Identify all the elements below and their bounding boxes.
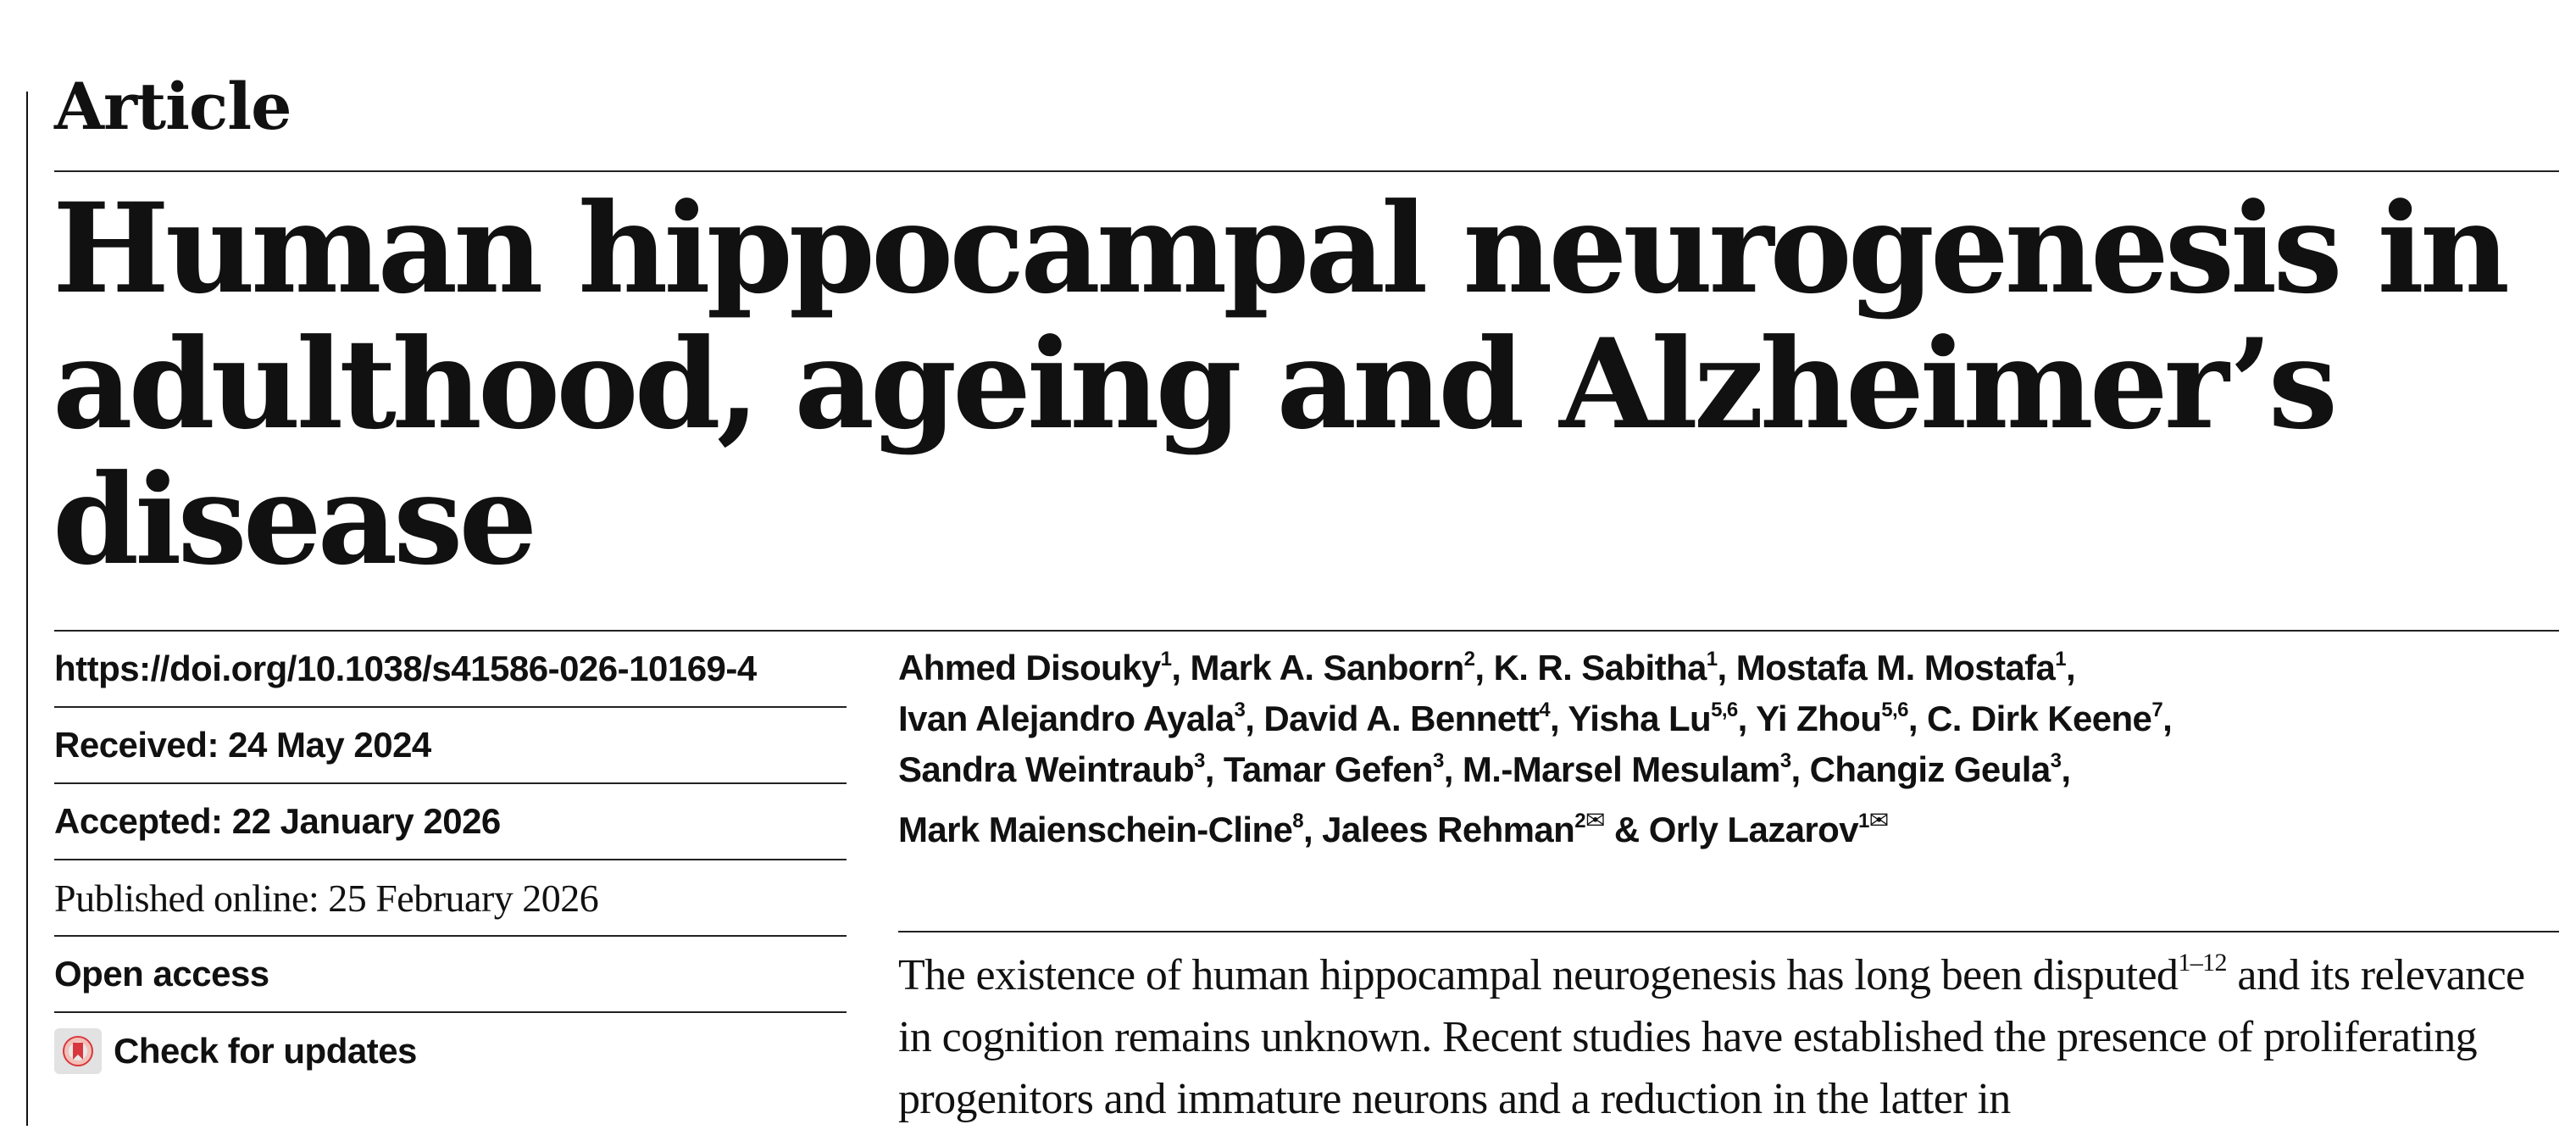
- author-name[interactable]: C. Dirk Keene: [1927, 699, 2152, 738]
- author-affiliation: 5,6: [1881, 699, 1908, 721]
- author-name[interactable]: Changiz Geula: [1809, 749, 2051, 789]
- author-affiliation: 2: [1574, 810, 1585, 832]
- author-name[interactable]: Jalees Rehman: [1322, 810, 1575, 849]
- author-separator: ,: [1245, 699, 1264, 738]
- author-affiliation: 1: [1160, 648, 1172, 671]
- article-metadata: [54, 632, 847, 1089]
- abstract-top-rule: [898, 931, 2559, 932]
- author-separator: ,: [1550, 699, 1568, 738]
- author-name[interactable]: K. R. Sabitha: [1493, 648, 1707, 687]
- author-separator: ,: [1204, 749, 1224, 789]
- author-name[interactable]: Orly Lazarov: [1648, 810, 1858, 849]
- author-affiliation: 7: [2151, 699, 2163, 721]
- header-rule: [54, 170, 2559, 172]
- author-separator: ,: [2061, 749, 2071, 789]
- article-title: Human hippocampal neurogenesis in adulthood, ageing and Alzheimer’s disease: [53, 176, 2507, 593]
- author-separator: ,: [2162, 699, 2173, 738]
- author-separator: ,: [1717, 648, 1736, 687]
- author-name[interactable]: David A. Bennett: [1263, 699, 1540, 738]
- author-name[interactable]: M.-Marsel Mesulam: [1462, 749, 1780, 789]
- author-affiliation: 1: [1706, 648, 1718, 671]
- abstract-part-2: and its relevance in cognition remains unknown. Recent studies have established the presence of proliferating progenitors and immature neurons and a reduction in the latter in: [898, 951, 2525, 1123]
- envelope-icon[interactable]: ✉: [1585, 807, 1605, 833]
- author-list: [898, 643, 2551, 855]
- author-separator: ,: [1737, 699, 1757, 738]
- envelope-icon[interactable]: ✉: [1868, 807, 1889, 833]
- author-name[interactable]: Sandra Weintraub: [898, 749, 1195, 789]
- published-date: Published online: 25 February 2026: [54, 860, 847, 937]
- accepted-date: Accepted: 22 January 2026: [54, 784, 847, 860]
- author-name[interactable]: Ivan Alejandro Ayala: [898, 699, 1235, 738]
- check-updates-label: Check for updates: [114, 1031, 417, 1071]
- author-name[interactable]: Mark A. Sanborn: [1190, 648, 1464, 687]
- author-affiliation: 3: [2050, 749, 2062, 772]
- doi-row: [54, 632, 847, 708]
- author-separator: ,: [1303, 810, 1323, 849]
- left-margin-rule: [26, 92, 28, 1126]
- author-separator: ,: [2066, 648, 2076, 687]
- doi-link[interactable]: https://doi.org/10.1038/s41586-026-10169-4: [54, 648, 757, 688]
- article-type-label: Article: [54, 69, 291, 144]
- open-access-label: Open access: [54, 937, 847, 1013]
- author-separator: ,: [1790, 749, 1810, 789]
- author-name[interactable]: Ahmed Disouky: [898, 648, 1161, 687]
- author-name[interactable]: Yi Zhou: [1756, 699, 1882, 738]
- crossmark-bookmark-icon: [54, 1028, 102, 1074]
- check-updates-button[interactable]: [54, 1013, 847, 1089]
- abstract-text: [898, 944, 2559, 1130]
- author-affiliation: 3: [1234, 699, 1246, 721]
- author-affiliation: 2: [1463, 648, 1475, 671]
- author-affiliation: 3: [1194, 749, 1205, 772]
- author-affiliation: 1: [1857, 810, 1869, 832]
- author-affiliation: 3: [1779, 749, 1791, 772]
- received-date: Received: 24 May 2024: [54, 708, 847, 784]
- author-separator: ,: [1443, 749, 1463, 789]
- author-affiliation: 1: [2055, 648, 2067, 671]
- author-separator: ,: [1474, 648, 1494, 687]
- author-name[interactable]: Mark Maienschein-Cline: [898, 810, 1293, 849]
- author-separator: &: [1604, 810, 1649, 849]
- abstract-part-1: The existence of human hippocampal neurogenesis has long been disputed: [898, 951, 2179, 999]
- author-separator: ,: [1907, 699, 1927, 738]
- abstract-reference[interactable]: 1–12: [2178, 949, 2227, 977]
- author-separator: ,: [1171, 648, 1191, 687]
- author-affiliation: 8: [1292, 810, 1304, 832]
- author-name[interactable]: Yisha Lu: [1568, 699, 1712, 738]
- author-affiliation: 3: [1432, 749, 1444, 772]
- author-affiliation: 4: [1539, 699, 1551, 721]
- author-affiliation: 5,6: [1711, 699, 1738, 721]
- author-name[interactable]: Tamar Gefen: [1223, 749, 1433, 789]
- author-name[interactable]: Mostafa M. Mostafa: [1735, 648, 2056, 687]
